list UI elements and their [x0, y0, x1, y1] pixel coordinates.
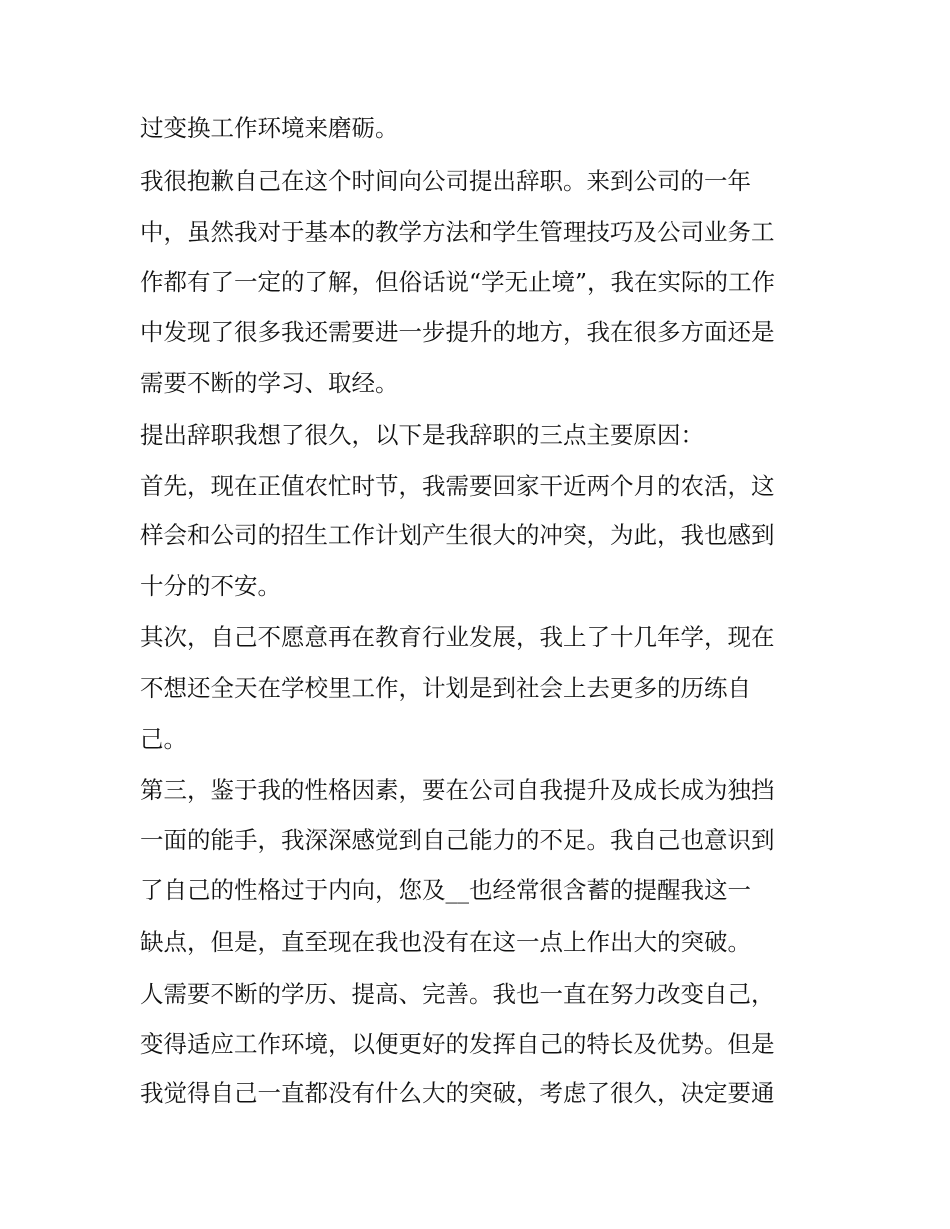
text-line: 一面的能手，我深深感觉到自己能力的不足。我自己也意识到: [140, 826, 775, 854]
text-line: 缺点，但是，直至现在我也没有在这一点上作出大的突破。: [140, 928, 751, 956]
text-line: 己。: [140, 725, 187, 753]
text-line: 中，虽然我对于基本的教学方法和学生管理技巧及公司业务工: [140, 218, 775, 246]
text-line: 提出辞职我想了很久，以下是我辞职的三点主要原因：: [140, 421, 704, 449]
text-line: 我很抱歉自己在这个时间向公司提出辞职。来到公司的一年: [140, 167, 751, 195]
text-line: 第三，鉴于我的性格因素，要在公司自我提升及成长成为独挡: [140, 776, 775, 804]
text-line: 我觉得自己一直都没有什么大的突破，考虑了很久，决定要通: [140, 1079, 775, 1107]
text-line: 其次，自己不愿意再在教育行业发展，我上了十几年学，现在: [140, 623, 775, 651]
text-line: 首先，现在正值农忙时节，我需要回家干近两个月的农活，这: [140, 472, 775, 500]
text-line: 了自己的性格过于内向，您及__也经常很含蓄的提醒我这一: [140, 876, 751, 904]
text-line: 变得适应工作环境，以便更好的发挥自己的特长及优势。但是: [140, 1030, 775, 1058]
text-line: 人需要不断的学历、提高、完善。我也一直在努力改变自己，: [140, 980, 775, 1008]
text-line: 过变换工作环境来磨砺。: [140, 114, 399, 142]
text-line: 十分的不安。: [140, 572, 281, 600]
text-line: 需要不断的学习、取经。: [140, 369, 399, 397]
text-line: 不想还全天在学校里工作，计划是到社会上去更多的历练自: [140, 674, 751, 702]
text-line: 中发现了很多我还需要进一步提升的地方，我在很多方面还是: [140, 318, 775, 346]
text-line: 样会和公司的招生工作计划产生很大的冲突，为此，我也感到: [140, 521, 775, 549]
text-line: 作都有了一定的了解，但俗话说“学无止境”，我在实际的工作: [140, 268, 776, 296]
